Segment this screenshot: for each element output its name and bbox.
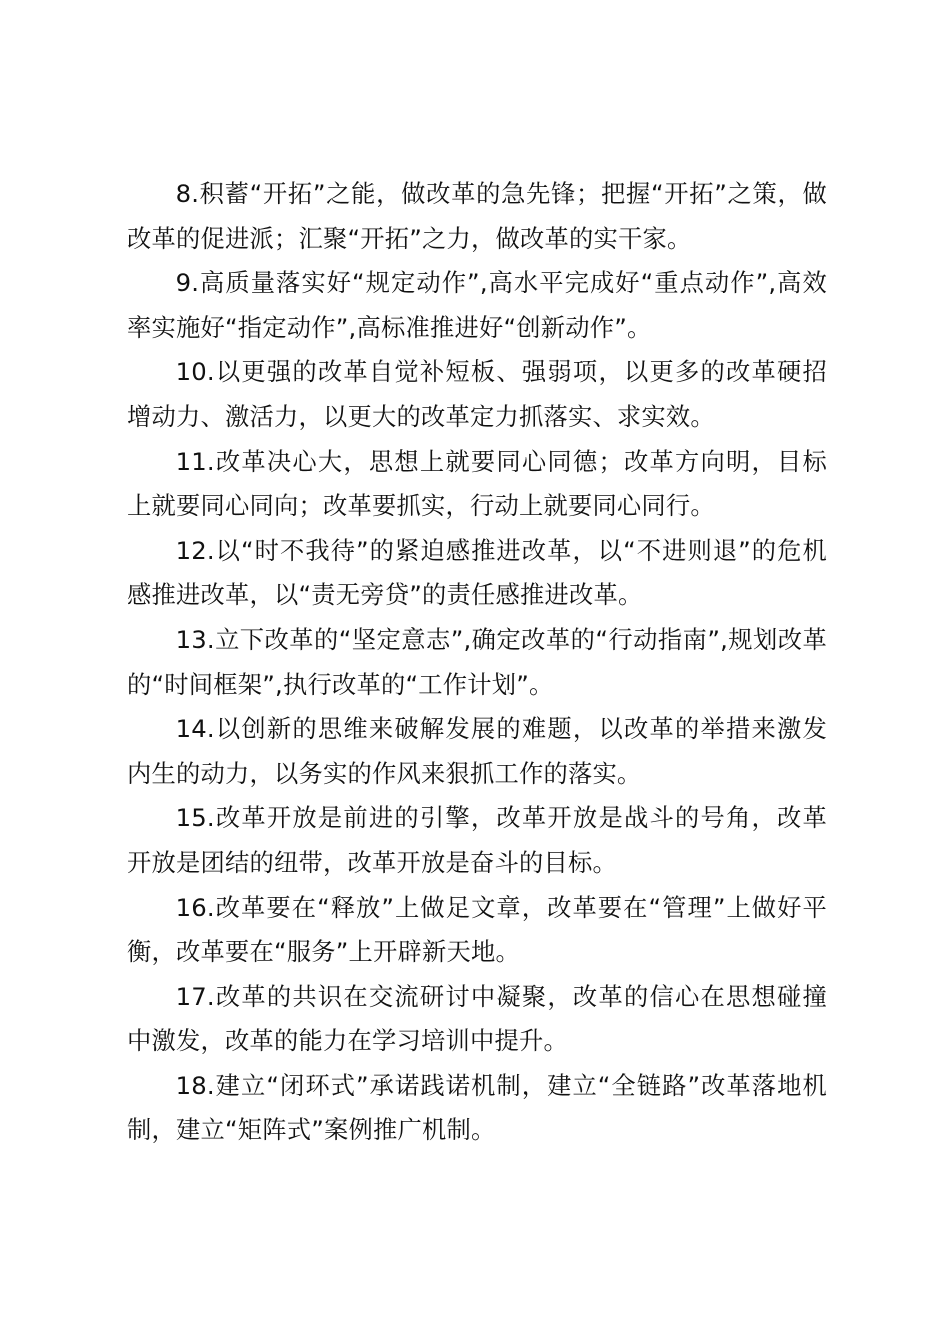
paragraph-15: 15.改革开放是前进的引擎，改革开放是战斗的号角，改革开放是团结的纽带，改革开放是奋斗的目标。 <box>127 803 827 877</box>
paragraph-12: 12.以“时不我待”的紧迫感推进改革，以“不进则退”的危机感推进改革，以“责无旁贷”的责任感推进改革。 <box>127 535 827 610</box>
paragraph-11: 11.改革决心大，思想上就要同心同德；改革方向明，目标上就要同心同向；改革要抓实，行动上就要同心同行。 <box>127 446 827 521</box>
paragraph-18: 18.建立“闭环式”承诺践诺机制，建立“全链路”改革落地机制，建立“矩阵式”案例推广机制。 <box>127 1070 827 1145</box>
paragraph-8: 8.积蓄“开拓”之能，做改革的急先锋；把握“开拓”之策，做改革的促进派；汇聚“开拓”之力，做改革的实干家。 <box>127 179 827 253</box>
paragraph-13: 13.立下改革的“坚定意志”,确定改革的“行动指南”,规划改革的“时间框架”,执行改革的“工作计划”。 <box>127 624 827 699</box>
paragraph-9: 9.高质量落实好“规定动作”,高水平完成好“重点动作”,高效率实施好“指定动作”,高标准推进好“创新动作”。 <box>127 268 827 342</box>
paragraph-17: 17.改革的共识在交流研讨中凝聚，改革的信心在思想碰撞中激发，改革的能力在学习培训中提升。 <box>127 981 827 1056</box>
paragraph-10: 10.以更强的改革自觉补短板、强弱项，以更多的改革硬招增动力、激活力，以更大的改革定力抓落实、求实效。 <box>127 357 827 431</box>
document-body <box>127 172 827 1153</box>
paragraph-14: 14.以创新的思维来破解发展的难题，以改革的举措来激发内生的动力，以务实的作风来狠抓工作的落实。 <box>127 714 827 788</box>
paragraph-16: 16.改革要在“释放”上做足文章，改革要在“管理”上做好平衡，改革要在“服务”上开辟新天地。 <box>127 892 827 967</box>
